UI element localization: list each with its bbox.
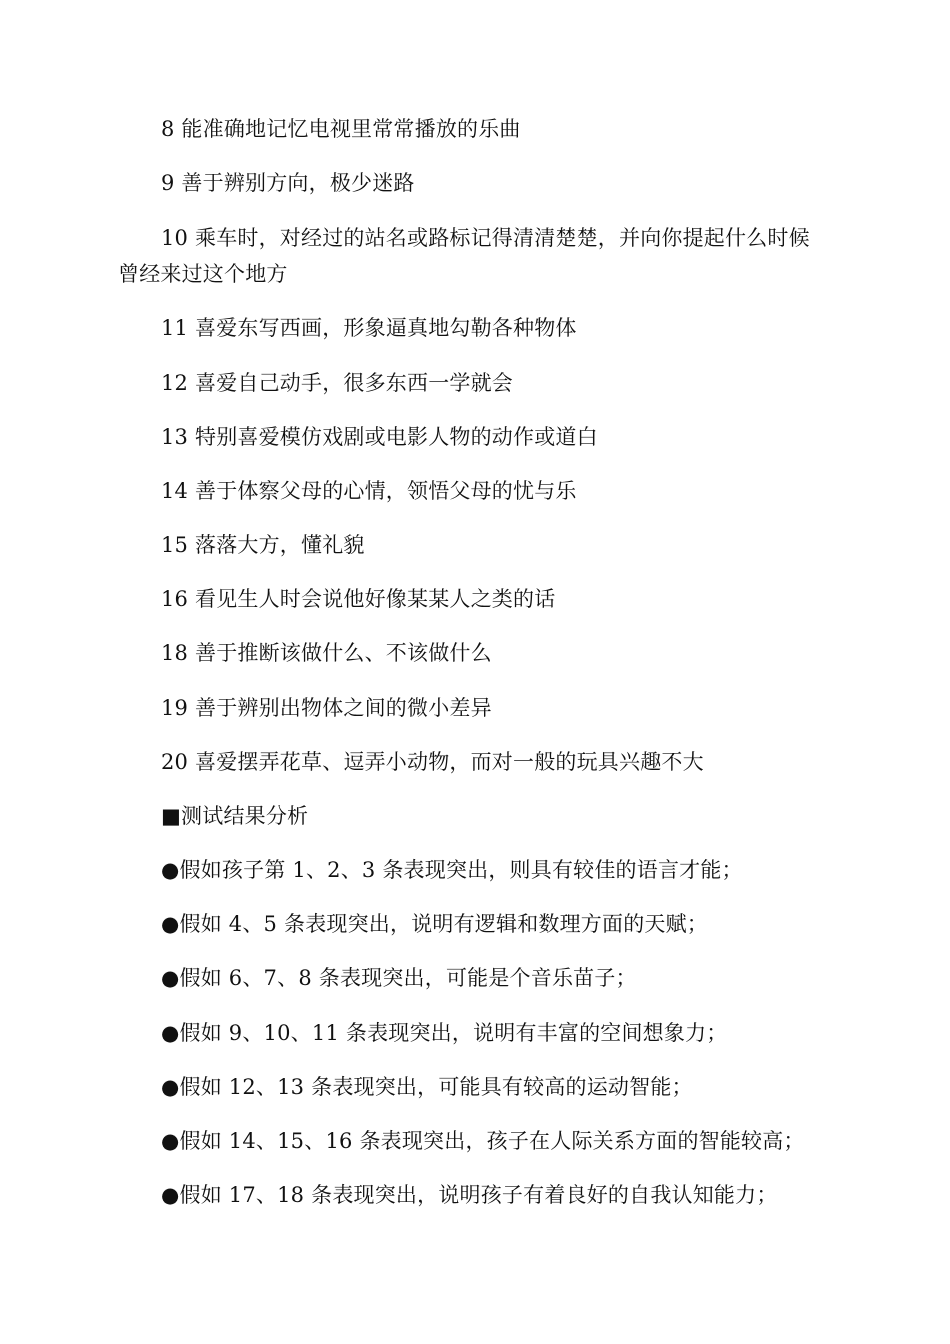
list-item-15: 15 落落大方，懂礼貌 bbox=[161, 533, 365, 557]
list-item-13: 13 特别喜爱模仿戏剧或电影人物的动作或道白 bbox=[161, 425, 598, 449]
result-item-1: ●假如孩子第 1、2、3 条表现突出，则具有较佳的语言才能； bbox=[161, 858, 743, 882]
result-item-5: ●假如 12、13 条表现突出，可能具有较高的运动智能； bbox=[161, 1075, 693, 1099]
list-item-18: 18 善于推断该做什么、不该做什么 bbox=[161, 641, 492, 665]
list-item-19: 19 善于辨别出物体之间的微小差异 bbox=[161, 696, 492, 720]
list-item-16: 16 看见生人时会说他好像某某人之类的话 bbox=[161, 587, 556, 611]
list-item-12: 12 喜爱自己动手，很多东西一学就会 bbox=[161, 371, 513, 395]
section-title: ■测试结果分析 bbox=[161, 804, 309, 828]
result-item-7: ●假如 17、18 条表现突出，说明孩子有着良好的自我认知能力； bbox=[161, 1183, 778, 1207]
result-item-3: ●假如 6、7、8 条表现突出，可能是个音乐苗子； bbox=[161, 966, 637, 990]
result-item-4: ●假如 9、10、11 条表现突出，说明有丰富的空间想象力； bbox=[161, 1021, 728, 1045]
list-item-14: 14 善于体察父母的心情，领悟父母的忧与乐 bbox=[161, 479, 577, 503]
list-item-8: 8 能准确地记忆电视里常常播放的乐曲 bbox=[161, 117, 521, 141]
result-item-2: ●假如 4、5 条表现突出，说明有逻辑和数理方面的天赋； bbox=[161, 912, 708, 936]
list-item-20: 20 喜爱摆弄花草、逗弄小动物，而对一般的玩具兴趣不大 bbox=[161, 750, 704, 774]
list-item-11: 11 喜爱东写西画，形象逼真地勾勒各种物体 bbox=[161, 316, 577, 340]
list-item-10: 10 乘车时，对经过的站名或路标记得清清楚楚，并向你提起什么时候曾经来过这个地方 bbox=[118, 226, 810, 286]
result-item-6: ●假如 14、15、16 条表现突出，孩子在人际关系方面的智能较高； bbox=[161, 1129, 805, 1153]
list-item-9: 9 善于辨别方向，极少迷路 bbox=[161, 171, 415, 195]
